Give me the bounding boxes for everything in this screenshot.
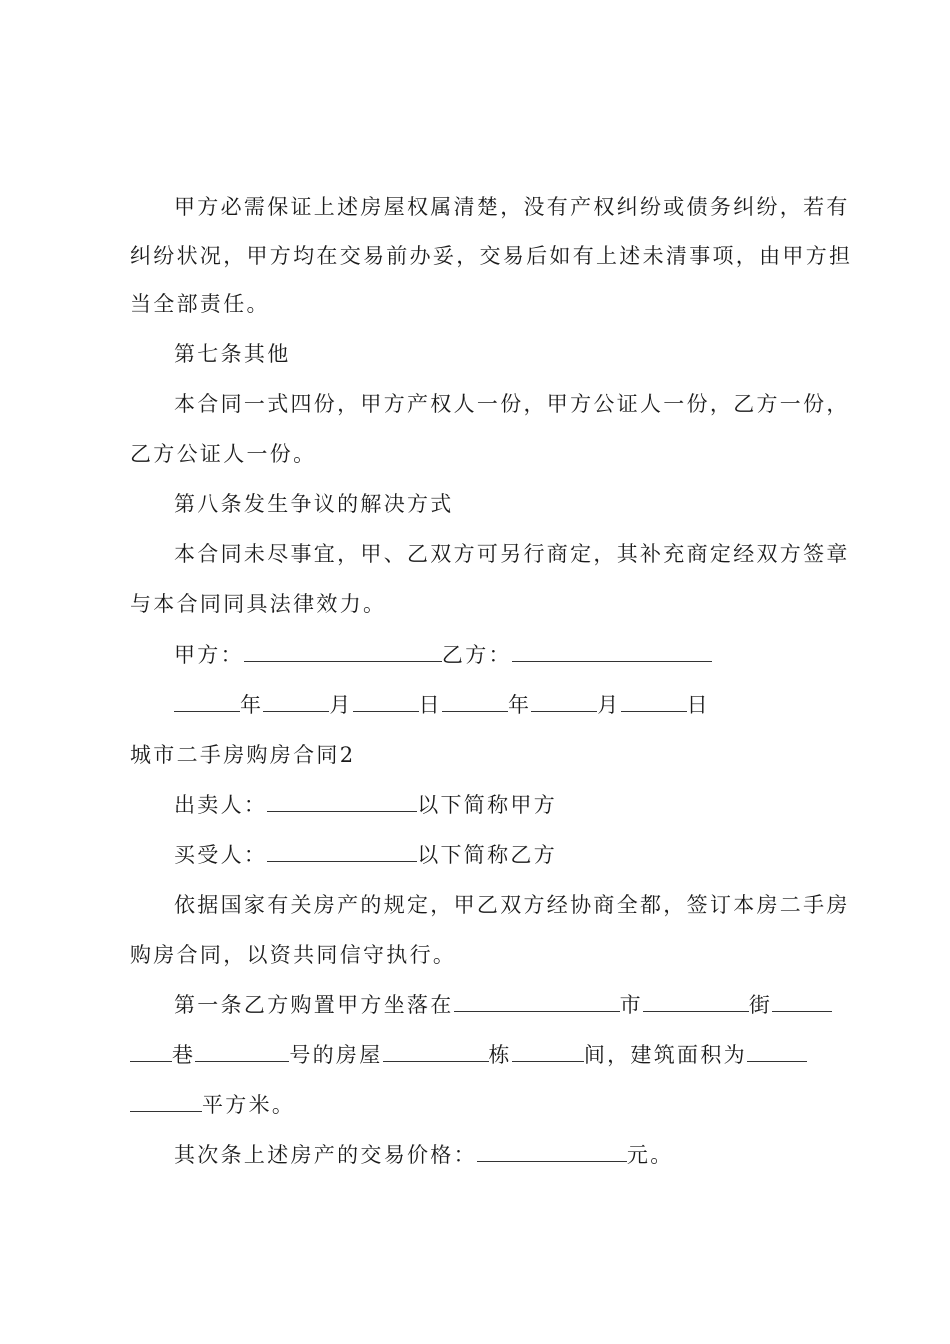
seller-row <box>174 791 830 819</box>
party-a-label: 甲方： <box>174 643 244 667</box>
lane-blank[interactable] <box>772 993 832 1012</box>
city-blank[interactable] <box>454 993 620 1012</box>
article-1-text: 第一条乙方购置甲方坐落在 <box>174 993 454 1017</box>
article-8-heading: 第八条发生争议的解决方式 <box>174 492 454 516</box>
paragraph-line: 当全部责任。 <box>130 292 270 316</box>
lane-label: 巷 <box>172 1043 196 1067</box>
area-blank[interactable] <box>747 1043 807 1062</box>
article-1-line-3 <box>130 1091 830 1119</box>
month-label: 月 <box>597 693 621 717</box>
buyer-row <box>174 841 830 869</box>
number-label: 号的房屋 <box>289 1043 383 1067</box>
month-blank[interactable] <box>263 693 329 712</box>
paragraph-line: 依据国家有关房产的规定，甲乙双方经协商全都，签订本房二手房 <box>174 893 850 917</box>
year-blank[interactable] <box>442 693 508 712</box>
signature-row <box>174 641 830 669</box>
price-label: 其次条上述房产的交易价格： <box>174 1143 477 1167</box>
contract-2-title: 城市二手房购房合同2 <box>130 743 356 767</box>
party-a-blank[interactable] <box>244 643 442 662</box>
article-1-line-1 <box>174 991 830 1019</box>
paragraph-line: 本合同一式四份，甲方产权人一份，甲方公证人一份，乙方一份， <box>174 392 850 416</box>
article-7-heading: 第七条其他 <box>174 342 291 366</box>
article-2-line <box>174 1141 830 1169</box>
day-label: 日 <box>686 693 710 717</box>
price-blank[interactable] <box>477 1143 627 1162</box>
article-1-line-2 <box>130 1041 830 1069</box>
paragraph-line: 本合同未尽事宜，甲、乙双方可另行商定，其补充商定经双方签章 <box>174 542 850 566</box>
buyer-label: 买受人： <box>174 843 268 867</box>
buyer-blank[interactable] <box>267 843 417 862</box>
date-row <box>174 691 830 719</box>
party-b-blank[interactable] <box>512 643 712 662</box>
party-b-label: 乙方： <box>441 643 512 667</box>
day-blank[interactable] <box>621 693 687 712</box>
street-blank[interactable] <box>643 993 749 1012</box>
day-blank[interactable] <box>353 693 419 712</box>
area-label: 间，建筑面积为 <box>583 1043 747 1067</box>
area-blank[interactable] <box>130 1093 202 1112</box>
building-blank[interactable] <box>383 1043 489 1062</box>
lane-blank[interactable] <box>130 1043 172 1062</box>
paragraph-line: 纠纷状况，甲方均在交易前办妥，交易后如有上述未清事项，由甲方担 <box>130 244 853 268</box>
number-blank[interactable] <box>195 1043 289 1062</box>
month-label: 月 <box>329 693 353 717</box>
day-label: 日 <box>418 693 442 717</box>
currency-label: 元。 <box>626 1143 674 1167</box>
seller-suffix: 以下简称甲方 <box>417 793 558 817</box>
square-meters-label: 平方米。 <box>202 1093 296 1117</box>
buyer-suffix: 以下简称乙方 <box>417 843 558 867</box>
year-label: 年 <box>507 693 532 717</box>
paragraph-line: 甲方必需保证上述房屋权属清楚，没有产权纠纷或债务纠纷，若有 <box>174 195 850 219</box>
street-label: 街 <box>748 993 773 1017</box>
paragraph-line: 与本合同同具法律效力。 <box>130 592 387 616</box>
building-label: 栋 <box>488 1043 512 1067</box>
year-label: 年 <box>240 693 264 717</box>
seller-blank[interactable] <box>267 793 417 812</box>
paragraph-line: 购房合同，以资共同信守执行。 <box>130 943 457 967</box>
paragraph-line: 乙方公证人一份。 <box>130 442 317 466</box>
room-blank[interactable] <box>512 1043 584 1062</box>
seller-label: 出卖人： <box>174 793 268 817</box>
month-blank[interactable] <box>531 693 597 712</box>
city-label: 市 <box>619 993 643 1017</box>
year-blank[interactable] <box>174 693 240 712</box>
